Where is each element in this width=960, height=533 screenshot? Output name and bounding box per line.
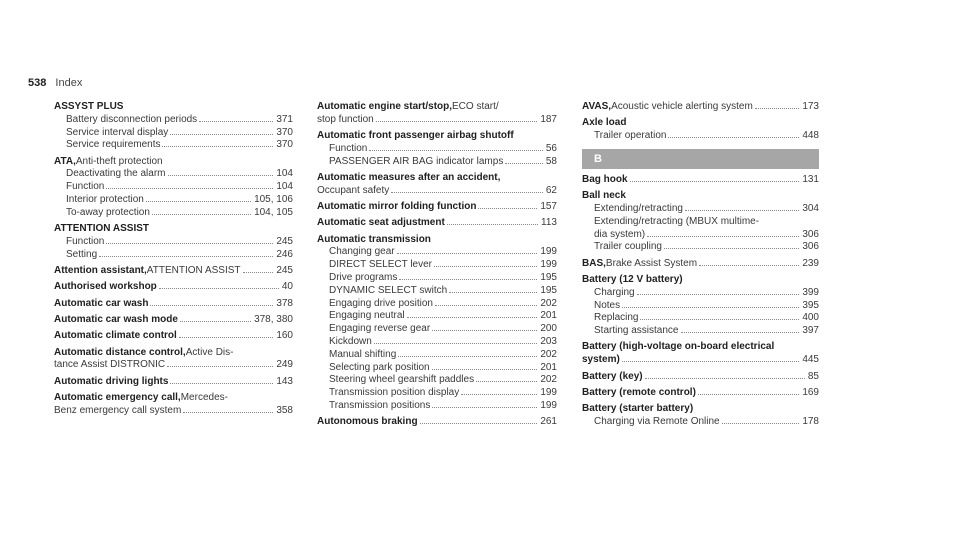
page-ref[interactable]: 370 <box>276 139 293 151</box>
page-number: 538 <box>28 77 47 89</box>
page-ref[interactable]: 40 <box>281 281 293 293</box>
page-ref[interactable]: 202 <box>540 348 557 360</box>
sub-label: Engaging neutral <box>329 310 405 322</box>
entry-automatic-driving-lights <box>54 376 293 389</box>
page-ref[interactable]: 201 <box>540 361 557 373</box>
sub-label: Trailer coupling <box>594 241 662 253</box>
entry-heading: Automatic driving lights <box>54 375 169 387</box>
entry-heading: Battery (key) <box>582 370 643 382</box>
page-ref[interactable]: 104 <box>276 168 293 180</box>
entry-heading: Automatic seat adjustment <box>317 217 445 229</box>
entry-heading: Battery (high-voltage on-board electrical <box>582 341 775 353</box>
sub-label: DYNAMIC SELECT switch <box>329 284 448 296</box>
entry-bag-hook <box>582 174 819 187</box>
page-ref[interactable]: 399 <box>802 286 819 298</box>
sub-label: Function <box>329 142 368 154</box>
entry-automatic-transmission <box>317 234 557 413</box>
entry-heading-extra: Brake Assist System <box>605 257 698 269</box>
list-item <box>317 387 557 400</box>
entry-continuation: stop function <box>317 113 374 125</box>
entry-heading: ATTENTION ASSIST <box>54 223 149 235</box>
page-ref[interactable]: 195 <box>540 284 557 296</box>
entry-heading: Axle load <box>582 117 627 129</box>
index-column-1 <box>54 101 293 421</box>
list-item <box>317 374 557 387</box>
sub-label: Setting <box>66 248 98 260</box>
page-ref[interactable]: 58 <box>545 155 557 167</box>
page-ref[interactable]: 395 <box>802 299 819 311</box>
sub-label: Function <box>66 181 105 193</box>
sub-label: Notes <box>594 299 621 311</box>
sub-label: Selecting park position <box>329 361 430 373</box>
entry-heading: ATA, <box>54 155 76 167</box>
page-ref[interactable]: 306 <box>802 241 819 253</box>
list-item <box>317 400 557 413</box>
entry-heading-extra: ATTENTION ASSIST <box>146 265 241 277</box>
entry-bas <box>582 258 819 271</box>
page-ref[interactable]: 199 <box>540 387 557 399</box>
sub-label: Manual shifting <box>329 348 397 360</box>
entry-battery-starter <box>582 403 819 429</box>
list-item <box>317 272 557 285</box>
entry-continuation: Benz emergency call system <box>54 404 182 416</box>
sub-label: Interior protection <box>66 194 144 206</box>
entry-heading-extra: ECO start/ <box>452 101 499 112</box>
entry-heading: Battery (starter battery) <box>582 403 694 415</box>
entry-battery-remote-control <box>582 387 819 400</box>
entry-heading: Automatic front passenger airbag shutoff <box>317 130 514 142</box>
page-ref[interactable]: 157 <box>540 201 557 213</box>
sub-label: Transmission position display <box>329 387 460 399</box>
page-ref[interactable]: 199 <box>540 246 557 258</box>
entry-autonomous-braking <box>317 416 557 429</box>
page-ref[interactable]: 113 <box>541 217 557 229</box>
list-item <box>317 298 557 311</box>
entry-ball-neck <box>582 190 819 254</box>
sub-label-continuation: dia system) <box>594 228 646 240</box>
entry-continuation: Occupant safety <box>317 184 390 196</box>
page-ref[interactable]: 202 <box>540 297 557 309</box>
sub-label: Changing gear <box>329 246 395 258</box>
entry-heading: ASSYST PLUS <box>54 101 124 112</box>
entry-heading-continuation: system) <box>582 354 620 366</box>
entry-automatic-emergency-call <box>54 392 293 418</box>
sub-label: Replacing <box>594 312 639 324</box>
entry-authorised-workshop <box>54 281 293 294</box>
list-item <box>317 336 557 349</box>
page-ref[interactable]: 199 <box>540 259 557 271</box>
page-ref[interactable]: 195 <box>540 272 557 284</box>
page-ref[interactable]: 370 <box>276 126 293 138</box>
page-ref[interactable]: 62 <box>545 184 557 196</box>
page-title: Index <box>55 77 83 89</box>
sub-label: Engaging drive position <box>329 297 433 309</box>
page-ref[interactable]: 371 <box>276 113 293 125</box>
page-ref[interactable]: 201 <box>540 310 557 322</box>
page-ref[interactable]: 143 <box>276 375 293 387</box>
entry-heading: Authorised workshop <box>54 281 157 293</box>
page-ref[interactable]: 160 <box>276 330 293 342</box>
page-ref[interactable]: 131 <box>802 173 819 185</box>
entry-heading-extra: Acoustic vehicle alerting system <box>611 101 753 112</box>
page-ref[interactable]: 400 <box>802 312 819 324</box>
entry-axle-load <box>582 117 819 143</box>
entry-ata <box>54 156 293 220</box>
page-ref[interactable]: 378 <box>276 297 293 309</box>
entry-engine-start-stop <box>317 101 557 127</box>
entry-heading: Battery (12 V battery) <box>582 273 683 285</box>
entry-heading: BAS, <box>582 257 606 269</box>
page-ref[interactable]: 199 <box>540 400 557 412</box>
sub-label: Battery disconnection periods <box>66 113 198 125</box>
list-item <box>317 259 557 272</box>
page-ref[interactable]: 445 <box>802 354 819 366</box>
entry-heading: Autonomous braking <box>317 416 418 428</box>
page-ref[interactable]: 246 <box>276 248 293 260</box>
sub-label: DIRECT SELECT lever <box>329 259 432 271</box>
entry-automatic-car-wash <box>54 298 293 311</box>
page-ref[interactable]: 245 <box>276 265 293 277</box>
list-item <box>317 349 557 362</box>
entry-heading: Bag hook <box>582 173 628 185</box>
page-header <box>28 77 82 89</box>
sub-label: Charging <box>594 286 635 298</box>
sub-label: Service requirements <box>66 139 161 151</box>
entry-airbag-shutoff <box>317 130 557 168</box>
entry-measures-after-accident <box>317 172 557 198</box>
list-item <box>317 285 557 298</box>
entry-heading: Battery (remote control) <box>582 386 696 398</box>
sub-label: Kickdown <box>329 336 372 348</box>
entry-battery-key <box>582 371 819 384</box>
page-ref[interactable]: 261 <box>540 416 557 428</box>
sub-label: Extending/retracting <box>594 202 683 214</box>
page-ref[interactable]: 200 <box>540 323 557 335</box>
page-ref[interactable]: 105, 106 <box>254 194 293 206</box>
list-item <box>317 246 557 259</box>
entry-heading: Automatic car wash mode <box>54 313 178 325</box>
entry-heading: Automatic car wash <box>54 297 149 309</box>
entry-battery-high-voltage <box>582 341 819 367</box>
entry-heading-extra: Mercedes- <box>180 391 228 403</box>
entry-mirror-folding <box>317 201 557 214</box>
list-item <box>317 362 557 375</box>
sub-label: To‑away protection <box>66 206 150 218</box>
index-column-2 <box>317 101 557 433</box>
index-column-3 <box>582 101 819 432</box>
sub-label: Starting assistance <box>594 325 679 337</box>
entry-attention-assist <box>54 223 293 261</box>
section-letter-b: B <box>582 149 819 169</box>
entry-continuation: tance Assist DISTRONIC <box>54 359 166 371</box>
entry-heading: Automatic transmission <box>317 233 431 245</box>
page-ref[interactable]: 85 <box>807 370 819 382</box>
entry-attention-assistant <box>54 265 293 278</box>
page-ref[interactable]: 378, 380 <box>254 313 293 325</box>
entry-heading-extra: Active Dis- <box>185 346 234 358</box>
page-ref[interactable]: 249 <box>276 359 293 371</box>
entry-seat-adjustment <box>317 217 557 230</box>
sub-label: PASSENGER AIR BAG indicator lamps <box>329 155 504 167</box>
sub-label: Drive programs <box>329 272 398 284</box>
entry-automatic-distance-control <box>54 347 293 373</box>
page-ref[interactable]: 358 <box>276 404 293 416</box>
page-ref[interactable]: 448 <box>802 130 819 142</box>
entry-heading: Automatic distance control, <box>54 346 186 358</box>
entry-heading: AVAS, <box>582 101 612 112</box>
sub-label: Extending/retracting (MBUX multime- <box>594 215 760 227</box>
page-ref[interactable]: 202 <box>540 374 557 386</box>
sub-label: Trailer operation <box>594 130 667 142</box>
entry-heading: Automatic measures after an accident, <box>317 171 501 183</box>
page-ref[interactable]: 239 <box>802 257 819 269</box>
page-ref[interactable]: 104 <box>276 181 293 193</box>
page-ref[interactable]: 104, 105 <box>254 206 293 218</box>
page-ref[interactable]: 397 <box>802 325 819 337</box>
page-ref[interactable]: 203 <box>540 336 557 348</box>
sub-label: Service interval display <box>66 126 169 138</box>
page-ref[interactable]: 173 <box>802 101 819 112</box>
entry-assyst-plus <box>54 101 293 152</box>
page-ref[interactable]: 56 <box>545 142 557 154</box>
page-ref[interactable]: 304 <box>802 202 819 214</box>
page-ref[interactable]: 187 <box>540 113 557 125</box>
sub-label: Charging via Remote Online <box>594 415 720 427</box>
page-ref[interactable]: 306 <box>802 228 819 240</box>
entry-heading: Automatic engine start/stop, <box>317 101 453 112</box>
list-item <box>317 323 557 336</box>
sub-label: Steering wheel gearshift paddles <box>329 374 475 386</box>
entry-heading: Ball neck <box>582 190 626 202</box>
entry-heading: Automatic emergency call, <box>54 391 181 403</box>
entry-battery-12v <box>582 274 819 338</box>
entry-heading: Attention assistant, <box>54 265 147 277</box>
entry-heading-extra: Anti-theft protection <box>75 155 163 167</box>
page-ref[interactable]: 169 <box>802 386 819 398</box>
page-ref[interactable]: 178 <box>802 415 819 427</box>
list-item <box>317 310 557 323</box>
entry-automatic-car-wash-mode <box>54 314 293 327</box>
sub-label: Engaging reverse gear <box>329 323 431 335</box>
sub-label: Transmission positions <box>329 400 431 412</box>
entry-heading: Automatic mirror folding function <box>317 201 477 213</box>
entry-avas <box>582 101 819 114</box>
entry-heading: Automatic climate control <box>54 330 177 342</box>
page-ref[interactable]: 245 <box>276 235 293 247</box>
entry-automatic-climate-control <box>54 330 293 343</box>
sub-label: Deactivating the alarm <box>66 168 166 180</box>
sub-label: Function <box>66 235 105 247</box>
